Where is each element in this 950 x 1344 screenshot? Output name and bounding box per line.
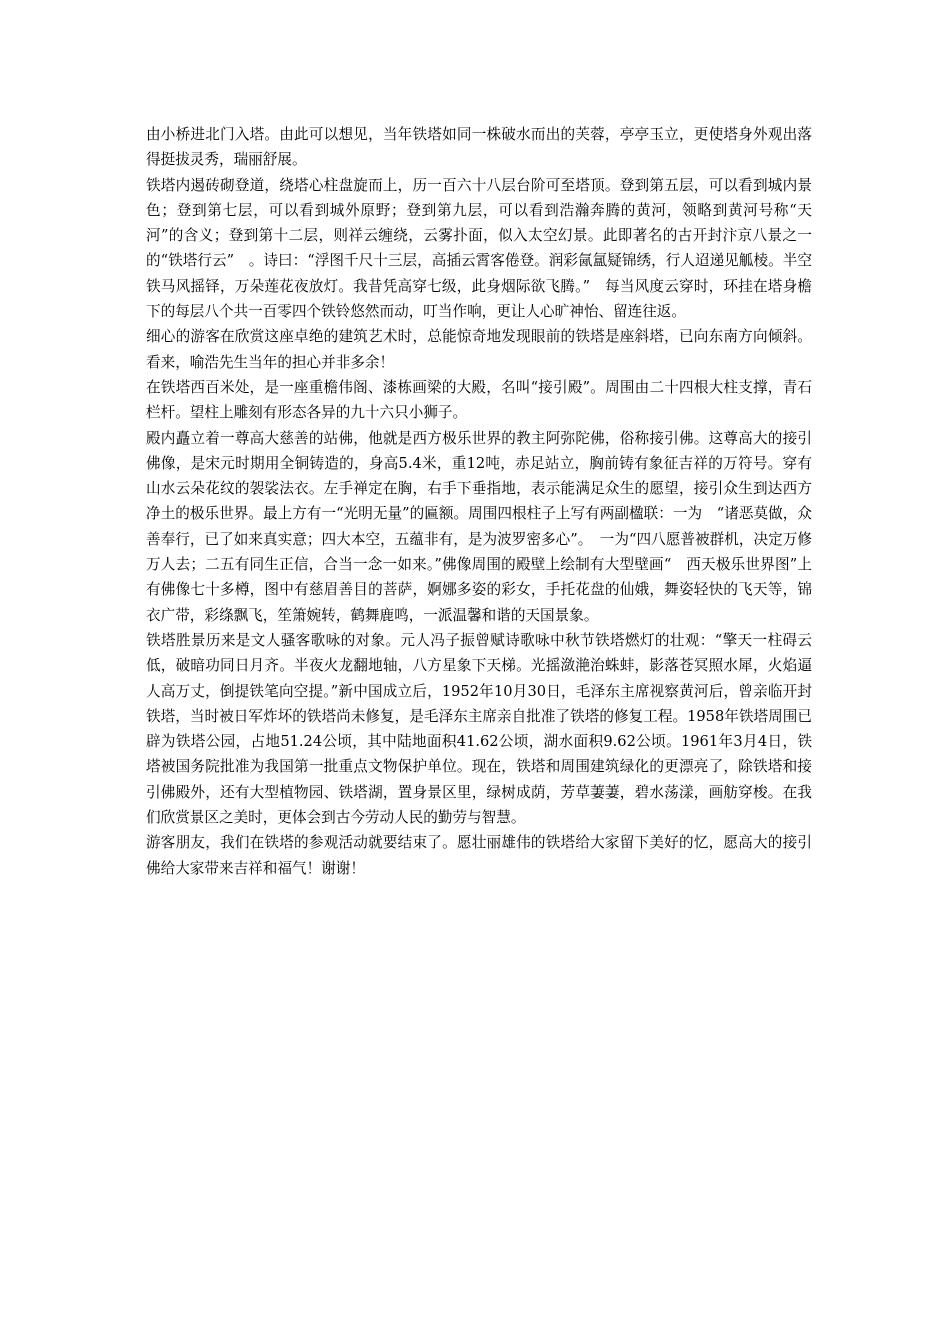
paragraph-closing: 游客朋友，我们在铁塔的参观活动就要结束了。愿壮丽雄伟的铁塔给大家留下美好的忆，愿高大的接引佛给大家带来吉祥和福气！谢谢！ xyxy=(146,834,812,877)
paragraph-leaning-tower: 细心的游客在欣赏这座卓绝的建筑艺术时，总能惊奇地发现眼前的铁塔是座斜塔，已向东南方向倾斜。看来，喻浩先生当年的担心并非多余！ xyxy=(146,328,812,371)
paragraph-history: 铁塔胜景历来是文人骚客歌咏的对象。元人冯子振曾赋诗歌咏中秋节铁塔燃灯的壮观：“擎天一柱碍云低，破暗功同日月齐。半夜火龙翻地轴，八方星象下天梯。光摇潋滟治蛛蚌，影落苍冥照水犀，火焰逼人高万丈，倒提铁笔向空提。”新中国成立后，1952年10月30日，毛泽东主席视察黄河后，曾亲临开封铁塔，当时被日军炸坏的铁塔尚未修复，是毛泽东主席亲自批准了铁塔的修复工程。1958年铁塔周围已辟为铁塔公园，占地51.24公顷，其中陆地面积41.62公顷，湖水面积9.62公顷。1961年3月4日，铁塔被国务院批准为我国第一批重点文物保护单位。现在，铁塔和周围建筑绿化的更漂亮了，除铁塔和接引佛殿外，还有大型植物园、铁塔湖，置身景区里，绿树成荫，芳草萋萋，碧水荡漾，画舫穿梭。在我们欣赏景区之美时，更体会到古今劳动人民的勤劳与智慧。 xyxy=(146,631,812,827)
paragraph-jieyin-hall: 在铁塔西百米处，是一座重檐伟阁、漆栋画梁的大殿，名叫“接引殿”。周围由二十四根大柱支撑，青石栏杆。望柱上雕刻有形态各异的九十六只小狮子。 xyxy=(146,378,812,422)
paragraph-tower-climb: 铁塔内遏砖砌登道，绕塔心柱盘旋而上，历一百六十八层台阶可至塔顶。登到第五层，可以看到城内景色；登到第七层，可以看到城外原野；登到第九层，可以看到浩瀚奔腾的黄河，领略到黄河号称“天河”的含义；登到第十二层，则祥云缠绕，云雾扑面，似入太空幻景。此即著名的古开封汴京八景之一的“铁塔行云” 。诗曰：“浮图千尺十三层，高插云霄客倦登。润彩氤氲疑锦绣，行人迢递见觚棱。半空铁马风摇铎，万朵莲花夜放灯。我昔凭高穿七级，此身烟际欲飞腾。” 每当风度云穿时，环挂在塔身檐下的每层八个共一百零四个铁铃悠然而动，叮当作响，更让人心旷神怡、留连往返。 xyxy=(146,176,812,321)
document-body xyxy=(146,122,812,881)
paragraph-north-gate: 由小桥进北门入塔。由此可以想见，当年铁塔如同一株破水而出的芙蓉，亭亭玉立，更使塔身外观出落得挺拔灵秀，瑞丽舒展。 xyxy=(146,126,812,169)
paragraph-buddha-statue: 殿内矗立着一尊高大慈善的站佛，他就是西方极乐世界的教主阿弥陀佛，俗称接引佛。这尊高大的接引佛像，是宋元时期用全铜铸造的，身高5.4米，重12吨，赤足站立，胸前铸有象征吉祥的万符号。穿有山水云朵花纹的袈裟法衣。左手禅定在胸，右手下垂指地，表示能满足众生的愿望，接引众生到达西方净土的极乐世界。最上方有一“光明无量”的匾额。周围四根柱子上写有两副楹联：一为 “诸恶莫做，众善奉行，已了如来真实意；四大本空，五蕴非有，是为波罗密多心”。 一为“四八愿普被群机，决定万修万人去；二五有同生正信，合当一念一如来。”佛像周围的殿壁上绘制有大型壁画“ 西天极乐世界图”上有佛像七十多樽，图中有慈眉善目的菩萨，婀娜多姿的彩女，手托花盘的仙娥，舞姿轻快的飞天等，锦衣广带，彩绦飘飞，笙箫婉转，鹤舞鹿鸣，一派温馨和谐的天国景象。 xyxy=(146,429,812,624)
